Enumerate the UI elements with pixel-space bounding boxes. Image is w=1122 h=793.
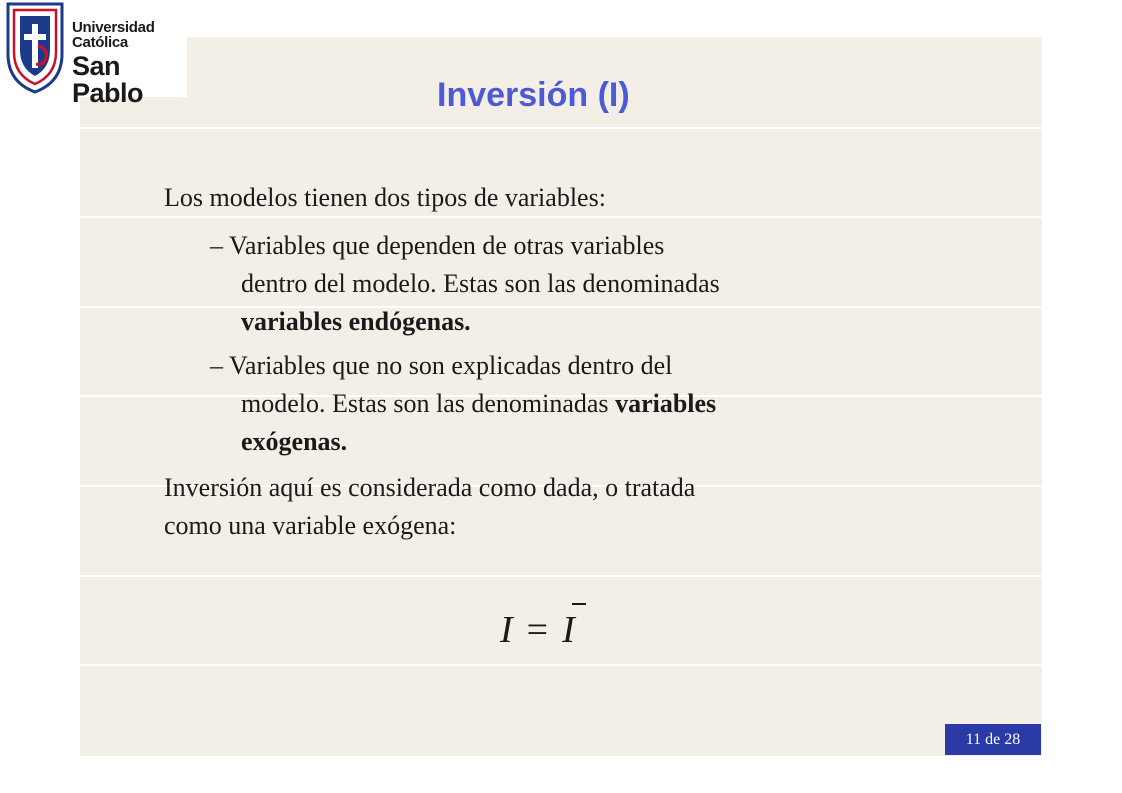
shield-icon [2,2,68,94]
formula-overbar [572,603,586,605]
bullet-2-line-2 [241,384,716,424]
logo-text [72,20,187,107]
bullet-2-line-1: – Variables que no son explicadas dentro del [210,351,673,380]
formula-rhs: I [562,609,575,651]
bullet-1-line-3 [241,302,471,342]
slide-title: Inversión (I) [437,76,630,114]
page-indicator: 11 de 28 [945,724,1041,755]
divider-line [80,127,1042,129]
divider-line [80,664,1042,666]
university-logo [0,0,187,108]
divider-line [80,306,1042,308]
term-exogenous: exógenas. [241,427,348,456]
logo-campus-name: San Pablo [72,51,144,108]
bullet-1-line-2: dentro del modelo. Estas son las denominadas [241,269,720,298]
formula-equals: = [526,609,549,651]
bullet-2-line-3 [241,422,347,462]
divider-line [80,575,1042,577]
term-endogenous: variables endógenas. [241,307,471,336]
bullet-2-line-2-text: modelo. Estas son las denominadas [241,389,616,418]
closing-line-1: Inversión aquí es considerada como dada, o tratada [164,473,696,502]
term-variables: variables [615,389,717,418]
bullet-1-line-1: – Variables que dependen de otras variables [210,231,665,260]
closing-line-2: como una variable exógena: [164,511,457,540]
logo-university-name: Universidad Católica [72,19,155,51]
investment-formula [500,608,575,652]
intro-text: Los modelos tienen dos tipos de variables: [164,183,606,212]
formula-lhs: I [500,609,513,651]
